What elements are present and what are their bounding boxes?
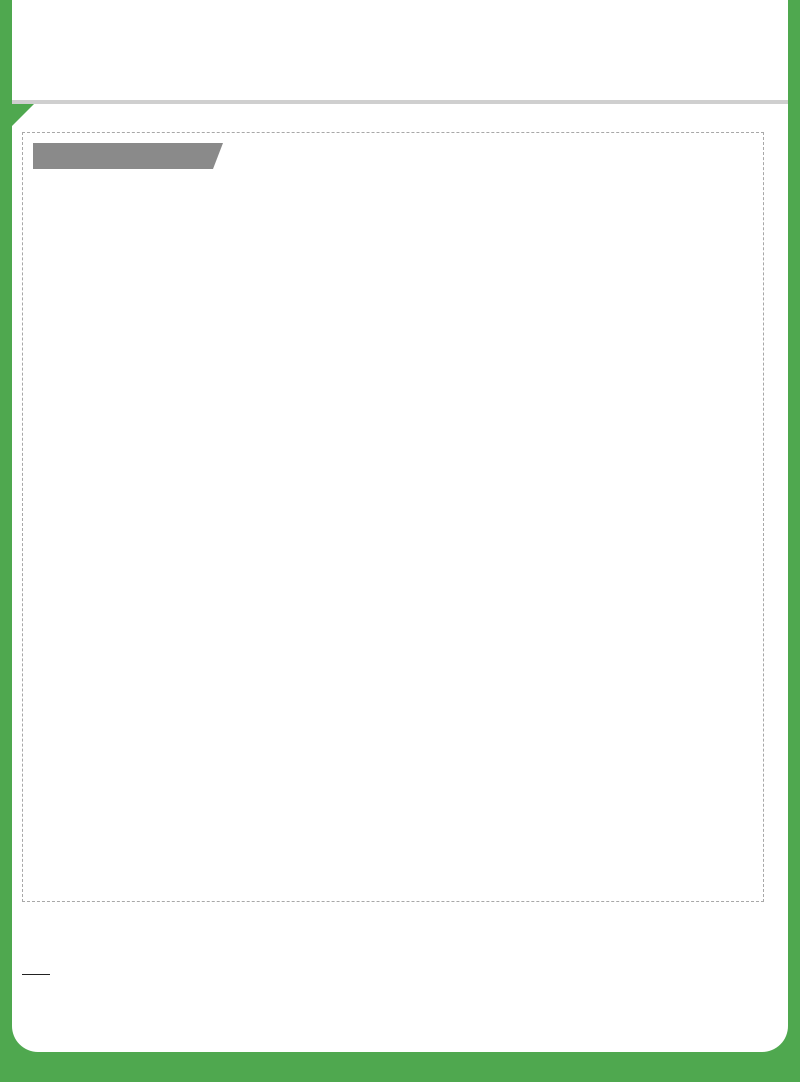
toc-top-section (12, 0, 788, 106)
underline-sample (22, 974, 50, 975)
answers-note (22, 964, 50, 978)
folded-corner (12, 104, 34, 126)
section-tag (33, 143, 213, 169)
toc-box (22, 132, 764, 902)
main-panel (12, 104, 788, 1052)
